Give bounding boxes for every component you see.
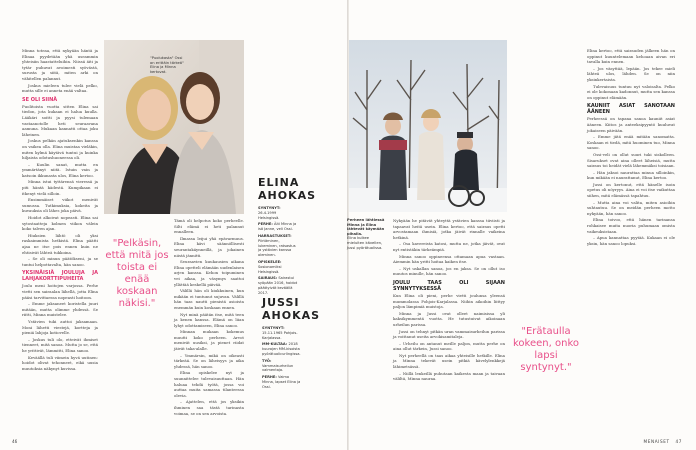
section-heading: JOULU TAAS OLI SIJAAN SYNNYTYKSESSÄ [393, 279, 505, 292]
paragraph: Jussi on kertonut, että hänelle isoin opetus oli nöyryys. Aina ei voi itse vaikuttaa siihen, mitä elämässä tapahtuu. [587, 181, 675, 199]
factbox-value: 15.11.1965 Pohjois-Karjalassa. [262, 330, 298, 340]
left-page-column-1 [22, 48, 98, 440]
paragraph: Minnan mukaan kokemus muutti koko perheen. Arvot menivät uusiksi, ja pienet riidat jäivät taka-alalle. [174, 329, 244, 352]
sidebar-name [258, 176, 316, 202]
winter-family-photo [349, 40, 507, 212]
factbox-row [258, 206, 298, 220]
paragraph: – Kuulin sanat, mutta en ymmärtänyt niitä. Istuin vain ja katsoin ikkunasta ulos, Elina kertoo. [22, 161, 98, 178]
factbox-key: PERHE: [262, 375, 279, 380]
factbox-row [258, 260, 298, 274]
factbox-value: Vammaisurheilun valmentaja. [262, 363, 294, 373]
paragraph: Seuraavien kuukausien aikana Elina opetteli elämään uudenlaisen arjen kanssa. Kehon toipuminen vei aikaa, ja väsymys saattoi yllättää keskellä päivää. [174, 259, 244, 287]
pull-quote: "Pelkäsin, että mitä jos toista ei enää koskaan näkisi." [105, 238, 169, 309]
paragraph: – Joskus tuli olo, etteivät ihmiset tienneet, mitä sanoa. Mutta jo se, että he yrittivät, lämmitti, Elina sanoo. [22, 336, 98, 353]
factbox-elina [258, 206, 298, 298]
paragraph: Elina toivoo, että hänen tarinansa rohkaisee muita nuoria puhumaan omista vaikeuksistaan. [587, 217, 675, 234]
paragraph: – Niillä lenkeillä puhutaan kaikesta maan ja taivaan väliltä, Minna nauraa. [393, 370, 505, 382]
factbox-key: MM-KULTAA: [262, 342, 289, 347]
paragraph: Ensimmäiset viikot menivät sumussa. Tutkimuksia, kokeita ja kuvauksia oli lähes joka päivä. [22, 197, 98, 214]
paragraph: Ystävien tuki auttoi jaksamaan. Moni lähetti viestejä, kortteja ja pieniä lahjoja kotiovelle. [22, 318, 98, 336]
factbox-value: Sairastui syöpään 2016, hoidot päättyivät keväällä 2017. [258, 276, 298, 295]
paragraph: Nyt minä päätän itse, mitä teen ja kenen kanssa. Elämä on liian lyhyt odottamiseen, Elina sanoo. [174, 311, 244, 328]
pull-quote-right: "Erätaulla kokeen, onko lapsi syntynyt." [513, 326, 579, 373]
paragraph: – Mutta aina voi valita, miten asioihin suhtautuu. Se on meidän perheen motto nykyään, hän sanoo. [587, 199, 675, 216]
factbox-key: HARRASTUKSET: [258, 233, 292, 238]
photo-caption-body: Elina kulkee mieluiten kävellen, Jussi pyörätuolissa. [347, 236, 383, 250]
factbox-key: SYNTYNYT: [262, 326, 285, 330]
paragraph: Minna ja Jussi ovat olleet naimisissa yli kaksikymmentä vuotta. He tutustuivat aikoinaan urheilun parissa. [393, 310, 505, 327]
page-number-right: 47 [675, 439, 682, 444]
paragraph: Keväällä tuli viimein hyvä uutinen: hoidot olivat tehonneet, eikä uusia muutoksia näkynyt kuvissa. [22, 354, 98, 371]
photo-caption-right [347, 218, 387, 250]
photo-illustration [349, 40, 507, 212]
factbox-value: 26.4.1999 Helsingissä. [258, 210, 280, 220]
right-page-column-2 [587, 48, 675, 440]
sidebar2-first-name: JUSSI [262, 296, 300, 309]
paragraph: Elina kertoo, että sairauden jälkeen hän on oppinut kuuntelemaan kehoaan aivan eri tavalla kuin ennen. [587, 48, 675, 65]
factbox-value: Vaimo Minna, lapset Elina ja Ossi. [262, 375, 301, 389]
paragraph: Minna sanoo oppineensa ottamaan apua vastaan. Aiemmin hän yritti hoitaa kaiken itse. [393, 253, 505, 265]
photo-caption-title: Perheen lähtiessä Minna ja Elina lähtevät käymään pihalla. [347, 218, 385, 236]
paragraph: Hiuksien lähtö oli yksi raskaimmista hetkistä. Elina päätti ajaa ne itse pois ennen kuin ne ehtisivät lähteä tukkoina. [22, 232, 98, 255]
paragraph: – Osa kavereista katosi, mutta ne, jotka jäivät, ovat nyt entistäkin tärkeämpiä. [393, 241, 505, 252]
paragraph: – Nyt uskallan sanoa, jos en jaksa. Se on ollut iso muutos minulle, hän sanoo. [393, 265, 505, 277]
factbox-key: TYÖ: [262, 358, 272, 363]
factbox-row [262, 342, 302, 356]
paragraph: – Urheilu on antanut meille paljon, mutta perhe on aina ollut tärkein, Jussi sanoo. [393, 340, 505, 352]
paragraph: Minna toteaa, että nykyään häntä ja Elinaa pyydetään yhä useammin yhteisiin haastatteluihin. Niissä äiti ja tytär puhuvat avoimesti syövästä, surusta ja siitä, miten arki on vähitellen palannut. [22, 48, 98, 81]
paragraph: – Emme jätä enää mitään sanomatta. Koskaan ei tiedä, mitä huominen tuo, Minna sanoo. [587, 134, 675, 151]
right-page [349, 0, 696, 450]
factbox-row [258, 276, 298, 295]
page-number-left: 46 [12, 439, 18, 444]
paragraph: Ossi-veli on ollut suuri tuki siskolleen. Sisarukset ovat aina olleet läheisiä, mutta sairaus toi heidät vielä lähemmäksi toisiaan. [587, 151, 675, 169]
factbox-key: SAIRAUS: [258, 276, 279, 281]
paragraph: – Se oli minun päätökseni, ja se tuntui helpottavalta, hän sanoo. [22, 256, 98, 267]
right-page-column-1 [393, 218, 505, 440]
paragraph: Nykyään he pitävät yhteyttä ystävien kanssa tiiviisti ja tapaavat heitä usein. Elina kertoo, että sairaus opetti arvostamaan ihmisiä, jotka jäivät rinnalle vaikeina hetkinä. [393, 218, 505, 240]
factbox-value: Piirtäminen, lukeminen, ratsastus ja ystävien kanssa oleminen. [258, 238, 296, 258]
factbox-value: Äiti Minna ja isä Janne, veli Ossi. [258, 222, 297, 232]
paragraph: Elina opiskelee nyt ja suunnittelee tulevaisuuttaan. Hän haluaa tehdä työtä, jossa voi auttaa muita samassa tilanteessa olevia. [174, 370, 244, 398]
paragraph: – Jos väsyttää, lepään. Jos tekee mieli lähteä ulos, lähden. Se on niin yksinkertaista. [587, 65, 675, 82]
factbox-row [258, 234, 298, 258]
paragraph: Joskus mieleen tulee vielä pelko, mutta sille ei anneta enää valtaa. [22, 82, 98, 94]
paragraph: Tämä oli helpotus koko perheelle. Silti elämä ei heti palannut ennalleen. [174, 218, 244, 235]
section-heading: SE OLI SIINÄ [22, 96, 58, 103]
factbox-value: Sosionomiksi Helsingissä. [258, 264, 282, 274]
sidebar2-name [262, 296, 320, 322]
paragraph: – Ajattelen, että jos yksikin ihminen saa tästä tarinasta voimaa, se on sen arvoista. [174, 399, 244, 416]
section-heading: YKSINÄISIÄ JOULUJA JA LAHJAKORTTIPUHEITA [22, 270, 98, 283]
factbox-row [258, 222, 298, 232]
paragraph: – Apua kannattaa pyytää. Kukaan ei ole yksin, hän sanoo lopuksi. [587, 235, 675, 246]
sidebar-first-name: ELINA [258, 176, 300, 189]
factbox-value: 2018 kuurojen MM-kisoista pyörätuolicurlingissa. [262, 342, 301, 356]
factbox-row [262, 359, 302, 373]
paragraph: – Emme jaksaneet koristella juuri mitään, mutta olimme yhdessä. Se riitti, Minna muistelee. [22, 301, 98, 318]
paragraph: Ilmassa leijui yhä epävarmuus. Elina kävi säännöllisesti seurantakäynneillä, ja jokainen niistä jännitti. [174, 235, 244, 258]
paragraph: Joulu meni hoitojen varjossa. Perhe vietti sen sairaalan lähellä, jotta Elina pääsi tarvittaessa nopeasti hoitoon. [22, 283, 98, 300]
factbox-row [262, 375, 302, 389]
factbox-key: PERHE: [258, 222, 275, 227]
factbox-key: SYNTYNYT: [258, 206, 281, 210]
sidebar-last-name: AHOKAS [258, 189, 317, 202]
paragraph: Joskus pelkän ajatuksenkin kanssa on vaikea olla. Elina muistaa vieläkin, miten kylmä käytävä tuntui ja kuinka hiljaista odotushuoneessa oli. [22, 138, 98, 161]
left-page [0, 0, 347, 450]
paragraph: Perheessä on tapana sanoa kauniit asiat ääneen. Kiitos ja anteeksipyyntö kuuluvat jokaiseen päivään. [587, 116, 675, 133]
left-page-column-2 [174, 218, 244, 440]
paragraph: Jussi on tehnyt pitkän uran vammaisurheilun parissa ja voittanut useita arvokisamitaleja. [393, 328, 505, 340]
sidebar2-last-name: AHOKAS [262, 309, 321, 322]
paragraph: – Hän jaksoi naurattaa minua silloinkin, kun mikään ei naurattanut, Elina kertoo. [587, 169, 675, 181]
paragraph: Nyt perheellä on taas aikaa yhteisille hetkille. Elina ja Minna tekevät usein pitkiä kävelylenkkejä lähimetsässä. [393, 352, 505, 370]
paragraph: Hoidot alkoivat nopeasti. Elina sai sytostaatteja kolmen viikon välein koko talven ajan. [22, 215, 98, 232]
paragraph: – Ymmärsin, mikä on oikeasti tärkeää. Se on läheisyys ja aika yhdessä, hän sanoo. [174, 352, 244, 369]
folio-right [644, 439, 682, 444]
factbox-jussi [262, 326, 302, 392]
magazine-name: MENAISET [643, 439, 670, 444]
photo-caption: "Puolukasta" Ossi on erittäin tärkeä" Elina ja Minna kertovat. [150, 56, 184, 74]
paragraph: Kun Elina oli pieni, perhe vietti joulunsa yleensä mummolassa Pohjois-Karjalassa. Niihin aikoihin liittyy paljon lämpimiä muistoja. [393, 292, 505, 310]
section-heading: KAUNIIT ASIAT SANOTAAN ÄÄNEEN [587, 103, 675, 116]
paragraph: Välillä hän oli kiukkuinen, kun mikään ei tuntunut sujuvan. Välillä hän taas nautti pienistä asioista enemmän kuin koskaan ennen. [174, 288, 244, 310]
paragraph: Minna istui tyttärensä vieressä ja piti häntä kädestä. Kumpikaan ei itkenyt vielä silloin. [22, 179, 98, 196]
paragraph: Tulevaisuus tuntuu nyt valoisalta. Pelko ei ole kokonaan kadonnut, mutta sen kanssa on oppinut elämään. [587, 83, 675, 100]
factbox-row [262, 326, 302, 340]
factbox-key: OPISKELEE: [258, 259, 282, 264]
paragraph: Puolitoista vuotta sitten Elina sai tiedon, jota kukaan ei halua kuulla. Lääkäri soitti ja pyysi tulemaan vastaanotolle heti seuraavana aamuna. Mukaan kannatti ottaa joku läheinen. [22, 103, 98, 137]
